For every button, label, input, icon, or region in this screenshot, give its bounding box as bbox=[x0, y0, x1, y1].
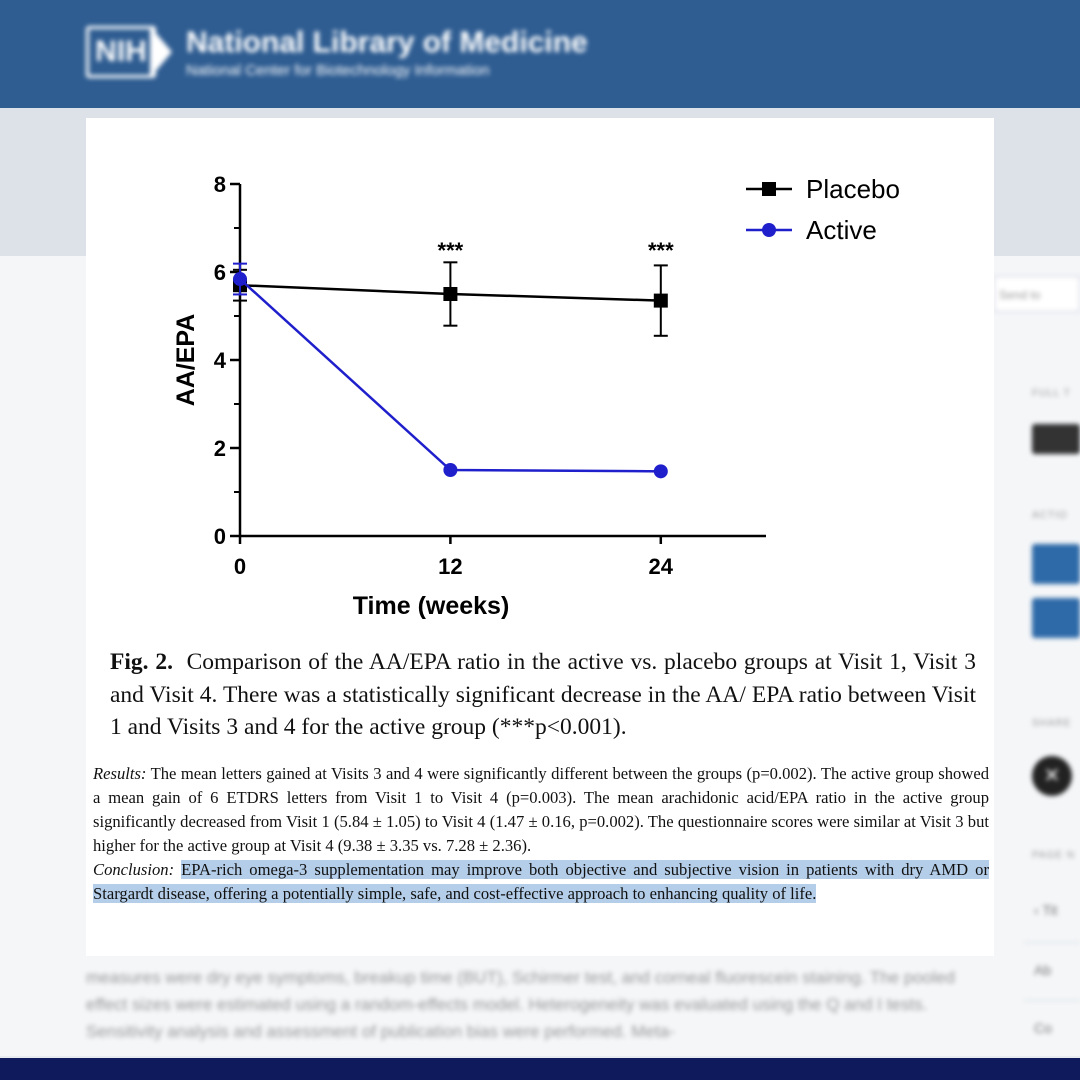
x-tick-label: 0 bbox=[233, 554, 247, 579]
data-point-active bbox=[443, 463, 457, 477]
results-paragraph bbox=[93, 762, 989, 858]
collections-button[interactable] bbox=[1032, 598, 1080, 638]
x-axis-label: Time (weeks) bbox=[352, 592, 510, 620]
caption-text: Comparison of the AA/EPA ratio in the active vs. placebo groups at Visit 1, Visit 3 and Visit 4. There was a statistically significant decrease in the AA/ EPA ratio between Visit 1 and Visits 3 and 4 for the active group (***p<0.001). bbox=[110, 649, 977, 740]
x-share-icon[interactable]: ✕ bbox=[1032, 756, 1072, 796]
page-nav-label: PAGE N bbox=[1032, 850, 1076, 861]
background-paragraph: measures were dry eye symptoms, breakup time (BUT), Schirmer test, and corneal fluorescein staining. The pooled effect sizes were estimated using a random-effects model. Heterogeneity was evaluated using the Q and I tests. Sensitivity analysis and assessment of publication bias were performed. Meta- bbox=[86, 968, 955, 1041]
org-name[interactable]: National Library of Medicine bbox=[186, 26, 588, 59]
bottom-bar bbox=[0, 1058, 1080, 1080]
nih-logo-chevron-icon bbox=[150, 26, 172, 78]
y-tick-label: 2 bbox=[213, 436, 226, 461]
nav-link-title[interactable]: ‹ Tit bbox=[1034, 902, 1058, 918]
data-point-placebo bbox=[443, 287, 457, 301]
nav-link-conclusion[interactable]: Co bbox=[1034, 1020, 1052, 1036]
conclusion-label: Conclusion: bbox=[93, 860, 175, 879]
share-label: SHARE bbox=[1032, 718, 1072, 729]
y-tick-label: 0 bbox=[213, 524, 226, 549]
site-header bbox=[0, 0, 1080, 108]
full-text-label: FULL T bbox=[1032, 388, 1071, 399]
abstract-text bbox=[93, 762, 989, 906]
legend-marker-square bbox=[762, 182, 776, 196]
figure-card bbox=[86, 118, 994, 956]
cite-button[interactable] bbox=[1032, 544, 1080, 584]
y-axis-label: AA/EPA bbox=[172, 313, 200, 407]
significance-marker: *** bbox=[647, 238, 674, 263]
results-text: The mean letters gained at Visits 3 and 4 were significantly different between the groups (p=0.002). The active group showed a mean gain of 6 ETDRS letters from Visit 1 to Visit 4 (p=0.003). The mean arachidonic acid/EPA ratio in the active group significantly decreased from Visit 1 (5.84 ± 1.05) to Visit 4 (1.47 ± 0.16, p=0.002). The questionnaire scores were similar at Visit 3 but higher for the active group at Visit 4 (9.38 ± 3.35 vs. 7.28 ± 2.36). bbox=[93, 764, 989, 855]
right-sidebar bbox=[994, 256, 1080, 1056]
legend-marker-circle bbox=[762, 223, 776, 237]
org-subtitle: National Center for Biotechnology Information bbox=[186, 62, 490, 79]
divider bbox=[1024, 942, 1080, 943]
divider bbox=[1024, 1000, 1080, 1001]
data-point-placebo bbox=[654, 294, 668, 308]
conclusion-paragraph bbox=[93, 858, 989, 906]
x-tick-label: 12 bbox=[438, 554, 463, 579]
results-label: Results: bbox=[93, 764, 147, 783]
figure-caption bbox=[110, 646, 976, 744]
data-point-active bbox=[233, 272, 247, 286]
nav-link-abstract[interactable]: Ab bbox=[1034, 962, 1052, 978]
actions-label: ACTIO bbox=[1032, 510, 1068, 521]
legend-label: Active bbox=[806, 215, 877, 245]
caption-label: Fig. 2. bbox=[110, 649, 173, 675]
send-to-button[interactable]: Send to bbox=[994, 276, 1080, 312]
nih-logo[interactable]: NIH bbox=[86, 26, 156, 78]
conclusion-text: EPA-rich omega-3 supplementation may improve both objective and subjective vision in patients with dry AMD or Stargardt disease, offering a potentially simple, safe, and cost-effective approach to enhancing quality of life. bbox=[93, 860, 989, 903]
significance-marker: *** bbox=[437, 238, 464, 263]
legend-label: Placebo bbox=[806, 174, 900, 204]
x-tick-label: 24 bbox=[648, 554, 674, 579]
y-tick-label: 8 bbox=[213, 172, 226, 197]
aa-epa-chart bbox=[86, 118, 994, 638]
y-tick-label: 4 bbox=[213, 348, 226, 373]
data-point-active bbox=[654, 464, 668, 478]
y-tick-label: 6 bbox=[213, 260, 226, 285]
full-text-link-button[interactable] bbox=[1032, 424, 1080, 454]
